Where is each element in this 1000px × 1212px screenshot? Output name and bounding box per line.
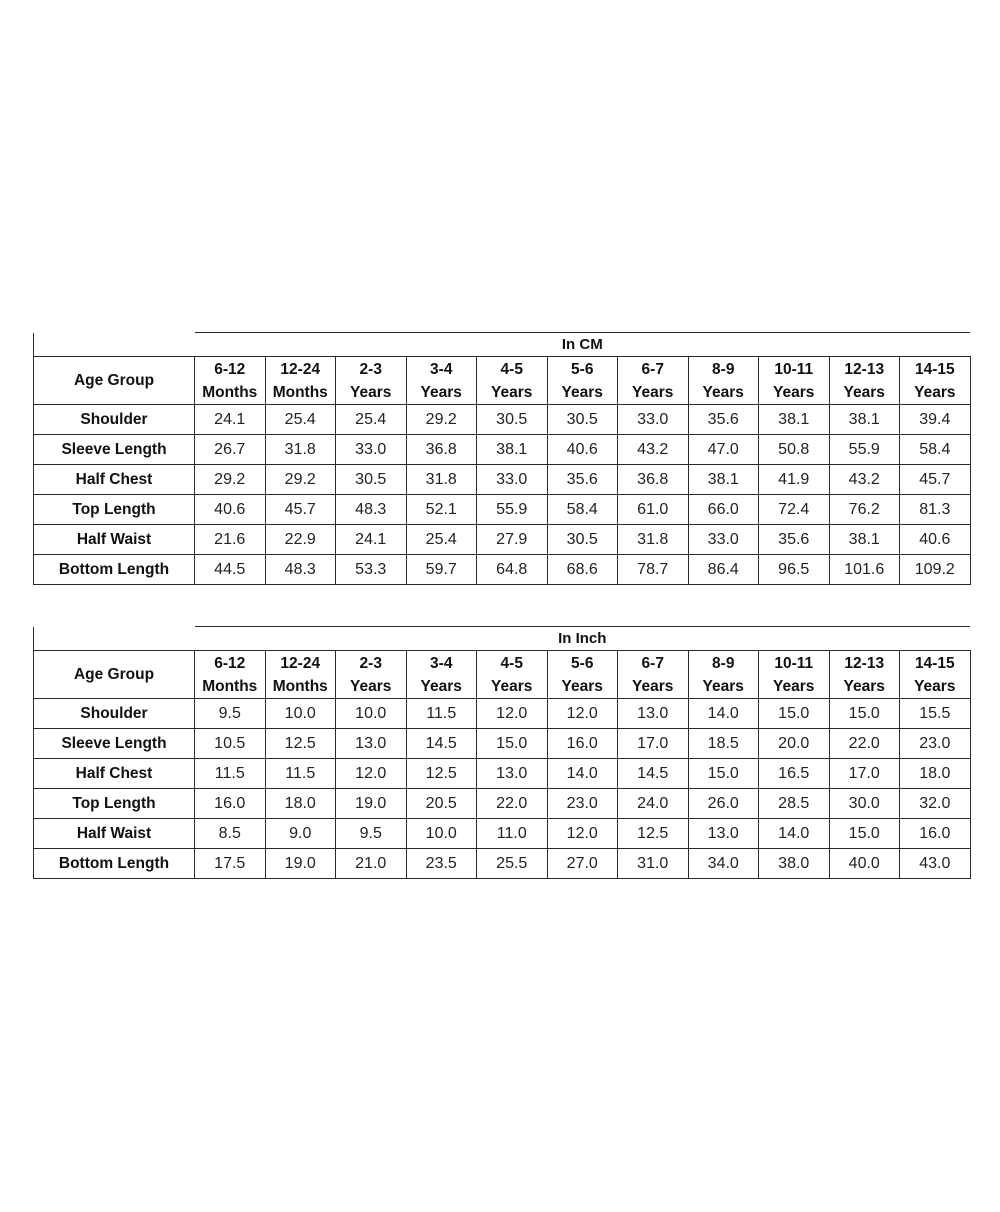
age-range: 12-13 <box>844 654 885 672</box>
measurement-value: 30.5 <box>547 525 618 555</box>
measurement-value: 48.3 <box>336 495 407 525</box>
measurement-value: 35.6 <box>547 465 618 495</box>
measurement-value: 14.0 <box>688 699 759 729</box>
age-unit: Years <box>632 383 674 401</box>
measurement-value: 55.9 <box>829 435 900 465</box>
age-group-column-header <box>336 651 407 699</box>
measurement-value: 36.8 <box>618 465 689 495</box>
measurement-value: 48.3 <box>265 555 336 585</box>
age-group-header: Age Group <box>34 357 195 405</box>
age-range: 14-15 <box>914 360 955 378</box>
measurement-value: 16.0 <box>900 819 971 849</box>
measurement-label: Shoulder <box>34 405 195 435</box>
table-title-row <box>34 333 971 357</box>
age-group-column-header <box>547 651 618 699</box>
measurement-value: 15.0 <box>688 759 759 789</box>
measurement-value: 29.2 <box>406 405 477 435</box>
age-group-column-header <box>900 651 971 699</box>
measurement-value: 12.0 <box>336 759 407 789</box>
measurement-value: 86.4 <box>688 555 759 585</box>
age-group-column-header <box>547 357 618 405</box>
measurement-value: 26.7 <box>195 435 266 465</box>
age-range: 8-9 <box>712 360 735 378</box>
measurement-value: 31.0 <box>618 849 689 879</box>
measurement-value: 30.5 <box>336 465 407 495</box>
measurement-label: Half Waist <box>34 819 195 849</box>
measurement-value: 18.0 <box>265 789 336 819</box>
measurement-value: 15.5 <box>900 699 971 729</box>
age-range: 6-12 <box>214 360 246 378</box>
age-range: 12-13 <box>844 360 885 378</box>
measurement-value: 11.0 <box>477 819 548 849</box>
measurement-value: 18.5 <box>688 729 759 759</box>
measurement-value: 14.0 <box>759 819 830 849</box>
age-unit: Years <box>702 383 744 401</box>
measurement-value: 50.8 <box>759 435 830 465</box>
measurement-value: 38.1 <box>477 435 548 465</box>
age-unit: Years <box>914 677 956 695</box>
measurement-value: 33.0 <box>477 465 548 495</box>
measurement-value: 29.2 <box>195 465 266 495</box>
measurement-label: Bottom Length <box>34 849 195 879</box>
measurement-value: 78.7 <box>618 555 689 585</box>
measurement-value: 35.6 <box>759 525 830 555</box>
age-group-column-header <box>829 357 900 405</box>
measurement-value: 13.0 <box>336 729 407 759</box>
age-unit: Years <box>561 383 603 401</box>
measurement-value: 16.5 <box>759 759 830 789</box>
table-row <box>34 525 971 555</box>
table-row <box>34 555 971 585</box>
measurement-value: 38.1 <box>829 525 900 555</box>
measurement-value: 8.5 <box>195 819 266 849</box>
corner-cell <box>34 627 195 651</box>
measurement-value: 21.0 <box>336 849 407 879</box>
measurement-value: 11.5 <box>406 699 477 729</box>
measurement-value: 38.1 <box>829 405 900 435</box>
measurement-value: 81.3 <box>900 495 971 525</box>
measurement-value: 64.8 <box>477 555 548 585</box>
age-unit: Years <box>632 677 674 695</box>
measurement-value: 17.5 <box>195 849 266 879</box>
table-row <box>34 819 971 849</box>
measurement-value: 24.1 <box>195 405 266 435</box>
measurement-label: Sleeve Length <box>34 435 195 465</box>
age-unit: Months <box>202 383 258 401</box>
measurement-value: 9.5 <box>195 699 266 729</box>
measurement-value: 30.5 <box>547 405 618 435</box>
measurement-value: 30.5 <box>477 405 548 435</box>
header-row <box>34 651 971 699</box>
header-row <box>34 357 971 405</box>
measurement-value: 12.5 <box>618 819 689 849</box>
age-unit: Years <box>914 383 956 401</box>
measurement-value: 43.2 <box>829 465 900 495</box>
measurement-value: 22.9 <box>265 525 336 555</box>
measurement-value: 24.0 <box>618 789 689 819</box>
table-title-cm: In CM <box>195 333 971 357</box>
age-range: 3-4 <box>430 654 453 672</box>
table-row <box>34 699 971 729</box>
age-range: 14-15 <box>914 654 955 672</box>
table-row <box>34 405 971 435</box>
age-group-column-header <box>265 651 336 699</box>
measurement-value: 45.7 <box>265 495 336 525</box>
measurement-value: 34.0 <box>688 849 759 879</box>
age-unit: Years <box>773 383 815 401</box>
measurement-value: 38.0 <box>759 849 830 879</box>
measurement-value: 19.0 <box>265 849 336 879</box>
measurement-label: Sleeve Length <box>34 729 195 759</box>
measurement-value: 13.0 <box>688 819 759 849</box>
measurement-value: 31.8 <box>618 525 689 555</box>
age-group-column-header <box>829 651 900 699</box>
measurement-value: 52.1 <box>406 495 477 525</box>
age-group-column-header <box>195 651 266 699</box>
measurement-value: 44.5 <box>195 555 266 585</box>
measurement-value: 55.9 <box>477 495 548 525</box>
age-group-column-header <box>688 651 759 699</box>
measurement-value: 23.0 <box>900 729 971 759</box>
measurement-value: 43.0 <box>900 849 971 879</box>
measurement-value: 12.5 <box>265 729 336 759</box>
measurement-value: 15.0 <box>477 729 548 759</box>
age-range: 6-7 <box>641 360 664 378</box>
age-range: 12-24 <box>280 654 321 672</box>
measurement-value: 31.8 <box>265 435 336 465</box>
measurement-value: 43.2 <box>618 435 689 465</box>
measurement-value: 14.0 <box>547 759 618 789</box>
measurement-label: Half Chest <box>34 759 195 789</box>
measurement-value: 33.0 <box>688 525 759 555</box>
age-range: 10-11 <box>774 654 814 672</box>
measurement-value: 22.0 <box>477 789 548 819</box>
measurement-value: 28.5 <box>759 789 830 819</box>
measurement-value: 45.7 <box>900 465 971 495</box>
measurement-value: 25.5 <box>477 849 548 879</box>
table-row <box>34 435 971 465</box>
measurement-value: 96.5 <box>759 555 830 585</box>
age-group-column-header <box>195 357 266 405</box>
measurement-value: 10.0 <box>336 699 407 729</box>
age-unit: Years <box>491 677 533 695</box>
measurement-value: 29.2 <box>265 465 336 495</box>
measurement-value: 47.0 <box>688 435 759 465</box>
measurement-value: 59.7 <box>406 555 477 585</box>
age-group-header: Age Group <box>34 651 195 699</box>
measurement-value: 35.6 <box>688 405 759 435</box>
age-unit: Years <box>420 383 462 401</box>
measurement-value: 36.8 <box>406 435 477 465</box>
measurement-value: 76.2 <box>829 495 900 525</box>
measurement-value: 10.0 <box>265 699 336 729</box>
measurement-value: 25.4 <box>265 405 336 435</box>
measurement-value: 40.6 <box>900 525 971 555</box>
measurement-value: 101.6 <box>829 555 900 585</box>
measurement-value: 33.0 <box>336 435 407 465</box>
table-title-row <box>34 627 971 651</box>
table-row <box>34 759 971 789</box>
measurement-value: 9.5 <box>336 819 407 849</box>
measurement-value: 9.0 <box>265 819 336 849</box>
measurement-value: 13.0 <box>618 699 689 729</box>
measurement-value: 41.9 <box>759 465 830 495</box>
age-range: 4-5 <box>500 360 523 378</box>
measurement-value: 26.0 <box>688 789 759 819</box>
measurement-label: Top Length <box>34 789 195 819</box>
measurement-value: 30.0 <box>829 789 900 819</box>
measurement-value: 14.5 <box>406 729 477 759</box>
measurement-value: 11.5 <box>265 759 336 789</box>
measurement-value: 10.0 <box>406 819 477 849</box>
measurement-value: 32.0 <box>900 789 971 819</box>
measurement-value: 40.6 <box>195 495 266 525</box>
measurement-value: 15.0 <box>829 819 900 849</box>
measurement-label: Half Waist <box>34 525 195 555</box>
measurement-value: 17.0 <box>618 729 689 759</box>
corner-cell <box>34 333 195 357</box>
age-group-column-header <box>477 651 548 699</box>
measurement-value: 72.4 <box>759 495 830 525</box>
measurement-value: 61.0 <box>618 495 689 525</box>
table-row <box>34 495 971 525</box>
age-unit: Years <box>773 677 815 695</box>
measurement-value: 25.4 <box>336 405 407 435</box>
measurement-value: 12.0 <box>547 819 618 849</box>
measurement-value: 27.0 <box>547 849 618 879</box>
age-group-column-header <box>759 357 830 405</box>
measurement-value: 13.0 <box>477 759 548 789</box>
measurement-value: 40.6 <box>547 435 618 465</box>
measurement-value: 33.0 <box>618 405 689 435</box>
measurement-value: 16.0 <box>547 729 618 759</box>
table-row <box>34 465 971 495</box>
measurement-value: 20.0 <box>759 729 830 759</box>
measurement-value: 10.5 <box>195 729 266 759</box>
age-group-column-header <box>900 357 971 405</box>
age-range: 5-6 <box>571 360 594 378</box>
measurement-value: 53.3 <box>336 555 407 585</box>
measurement-label: Bottom Length <box>34 555 195 585</box>
age-unit: Months <box>202 677 258 695</box>
age-unit: Years <box>561 677 603 695</box>
measurement-value: 38.1 <box>759 405 830 435</box>
measurement-value: 15.0 <box>829 699 900 729</box>
age-group-column-header <box>759 651 830 699</box>
measurement-value: 40.0 <box>829 849 900 879</box>
table-row <box>34 729 971 759</box>
measurement-label: Half Chest <box>34 465 195 495</box>
age-range: 4-5 <box>500 654 523 672</box>
measurement-value: 20.5 <box>406 789 477 819</box>
measurement-value: 58.4 <box>547 495 618 525</box>
measurement-value: 109.2 <box>900 555 971 585</box>
age-unit: Years <box>350 677 392 695</box>
age-unit: Years <box>420 677 462 695</box>
age-range: 3-4 <box>430 360 453 378</box>
age-unit: Years <box>843 383 885 401</box>
age-unit: Years <box>350 383 392 401</box>
measurement-value: 12.5 <box>406 759 477 789</box>
measurement-value: 18.0 <box>900 759 971 789</box>
age-range: 12-24 <box>280 360 321 378</box>
measurement-value: 68.6 <box>547 555 618 585</box>
table-row <box>34 789 971 819</box>
measurement-value: 66.0 <box>688 495 759 525</box>
age-group-column-header <box>618 651 689 699</box>
measurement-value: 23.5 <box>406 849 477 879</box>
measurement-value: 27.9 <box>477 525 548 555</box>
age-range: 6-12 <box>214 654 246 672</box>
measurement-value: 11.5 <box>195 759 266 789</box>
measurement-value: 19.0 <box>336 789 407 819</box>
table-title-inch: In Inch <box>195 627 971 651</box>
measurement-label: Top Length <box>34 495 195 525</box>
age-range: 8-9 <box>712 654 735 672</box>
age-group-column-header <box>477 357 548 405</box>
table-row <box>34 849 971 879</box>
age-unit: Years <box>491 383 533 401</box>
measurement-value: 25.4 <box>406 525 477 555</box>
age-range: 6-7 <box>641 654 664 672</box>
age-range: 2-3 <box>359 654 382 672</box>
measurement-value: 31.8 <box>406 465 477 495</box>
measurement-value: 58.4 <box>900 435 971 465</box>
age-unit: Years <box>702 677 744 695</box>
measurement-value: 16.0 <box>195 789 266 819</box>
age-group-column-header <box>265 357 336 405</box>
age-group-column-header <box>406 651 477 699</box>
age-group-column-header <box>618 357 689 405</box>
measurement-value: 12.0 <box>547 699 618 729</box>
age-unit: Months <box>272 677 328 695</box>
age-group-column-header <box>406 357 477 405</box>
age-group-column-header <box>688 357 759 405</box>
measurement-value: 21.6 <box>195 525 266 555</box>
age-range: 5-6 <box>571 654 594 672</box>
measurement-value: 23.0 <box>547 789 618 819</box>
measurement-value: 15.0 <box>759 699 830 729</box>
measurement-value: 17.0 <box>829 759 900 789</box>
measurement-value: 39.4 <box>900 405 971 435</box>
measurement-value: 14.5 <box>618 759 689 789</box>
measurement-value: 24.1 <box>336 525 407 555</box>
age-group-column-header <box>336 357 407 405</box>
age-unit: Years <box>843 677 885 695</box>
measurement-value: 22.0 <box>829 729 900 759</box>
measurement-value: 12.0 <box>477 699 548 729</box>
age-range: 10-11 <box>774 360 814 378</box>
age-unit: Months <box>272 383 328 401</box>
age-range: 2-3 <box>359 360 382 378</box>
size-table-cm <box>33 332 971 585</box>
measurement-label: Shoulder <box>34 699 195 729</box>
measurement-value: 38.1 <box>688 465 759 495</box>
size-table-inch <box>33 626 971 879</box>
